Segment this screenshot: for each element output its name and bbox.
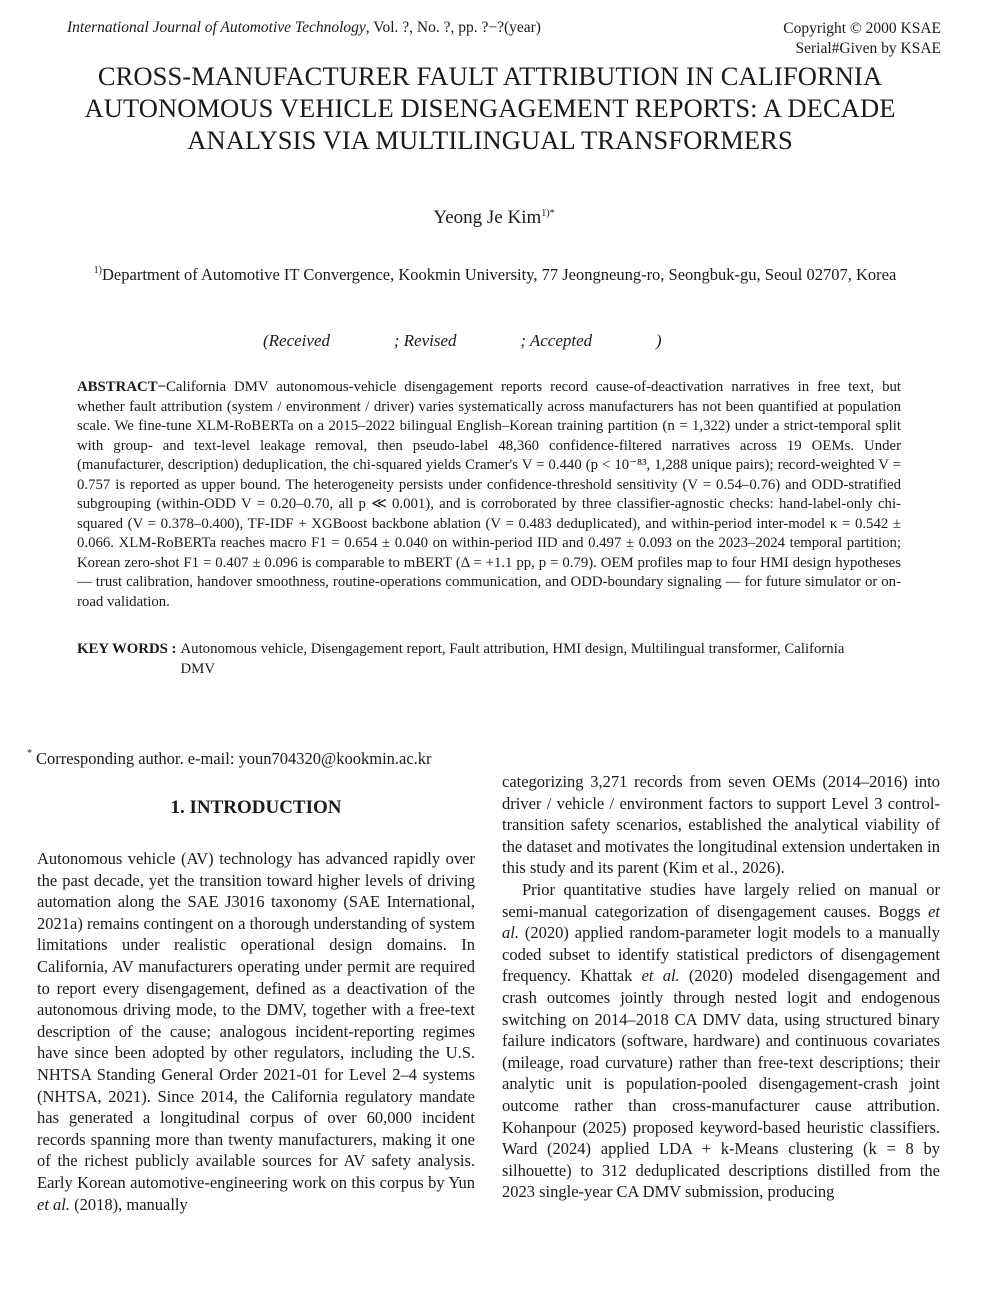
abstract-dash: − [157, 379, 167, 395]
copyright-line: Copyright © 2000 KSAE [783, 20, 941, 37]
intro-text-end: (2018), manually [70, 1194, 188, 1214]
intro-text: Autonomous vehicle (AV) technology has advanced rapidly over the past decade, yet the transition toward higher levels of driving automation along the SAE J3016 taxonomy (SAE International, 2021a) remains contingent on a thorough understanding of system limitations under realistic operational design domains. In California, AV manufacturers operating under permit are required to report every disengagement, defined as a deactivation of the autonomous driving mode, to the DMV, together with a free-text description of the cause; analogous incident-reporting regimes have since been adopted by other regulators, including the U.S. NHTSA Standing General Order 2021-01 for Level 2–4 systems (NHTSA, 2021). Since 2014, the California regulatory mandate has generated a longitudinal corpus of over 60,000 incident records spanning more than twenty manufacturers, making it one of the richest publicly available sources for AV safety analysis. Early Korean automotive-engineering work on this corpus by Yun [37, 849, 475, 1192]
affiliation [55, 259, 935, 286]
left-column [37, 848, 475, 1215]
et-al: et al. [502, 901, 940, 943]
journal-citation [67, 19, 541, 37]
prior-text-b: (2020) applied random-parameter logit models to a manually coded subset to identify statistical predictors of disengagement frequency. Khattak [502, 923, 940, 986]
affiliation-text: Department of Automotive IT Convergence, Kookmin University, 77 Jeongneung-ro, Seongbuk-gu, Seoul 02707, Korea [102, 265, 897, 284]
section-heading: 1. INTRODUCTION [170, 797, 342, 818]
serial-line: Serial#Given by KSAE [795, 40, 941, 57]
keywords-text: Autonomous vehicle, Disengagement report, Fault attribution, HMI design, Multilingual transformer, California DMV [180, 641, 845, 677]
keywords-label: KEY WORDS : [77, 641, 177, 657]
author-marks: 1)* [541, 208, 555, 219]
author-line [0, 207, 988, 229]
affiliation-mark: 1) [93, 265, 103, 276]
prior-text-c: (2020) modeled disengagement and crash outcomes jointly through nested logit and endogenous switching on 2014–2018 CA DMV data, using structured binary failure indicators (software, hardware) and continuous covariates (mileage, road curvature) rather than free-text descriptions; their analytic unit is population-pooled disengagement-crash joint outcome rather than cross-manufacturer cause attribution. Kohanpour (2025) proposed keyword-based heuristic classifiers. Ward (2024) applied LDA + k-Means clustering (k = 8 by silhouette) to 312 deduplicated descriptions distilled from the 2023 single-year CA DMV submission, producing [502, 966, 940, 1202]
et-al: et al. [641, 966, 680, 986]
footnote-mark: * [27, 748, 32, 759]
prior-text-a: Prior quantitative studies have largely relied on manual or semi-manual categorization of disengagement causes. Boggs [502, 879, 940, 921]
abstract-text: California DMV autonomous-vehicle disengagement reports record cause-of-deactivation narratives in free text, but whether fault attribution (system / environment / driver) varies systematically across manufacturers has not been quantified at population scale. We fine-tune XLM-RoBERTa on a 2015–2022 bilingual English–Korean training partition (n = 1,322) under a strict-temporal split with group- and text-level leakage removal, then pseudo-label 48,360 confidence-filtered narratives across 19 OEMs. Under (manufacturer, description) deduplication, the chi-squared yields Cramer's V = 0.440 (p < 10⁻⁸³, 1,288 unique pairs); record-weighted V = 0.757 is reported as upper bound. The heterogeneity persists under confidence-threshold sensitivity (V = 0.54–0.76) and ODD-stratified subgrouping (within-ODD V = 0.20–0.70, all p ≪ 0.001), and is corroborated by three classifier-agnostic checks: hand-label-only chi-squared (V = 0.378–0.400), TF-IDF + XGBoost backbone ablation (V = 0.483 deduplicated), and within-period inter-model κ = 0.542 ± 0.066. XLM-RoBERTa reaches macro F1 = 0.654 ± 0.040 on within-period IID and 0.497 ± 0.093 on the 2023–2024 temporal partition; Korean zero-shot F1 = 0.407 ± 0.096 is comparable to mBERT (Δ = +1.1 pp, p = 0.79). OEM profiles map to four HMI design hypotheses — trust calibration, handover smoothness, routine-operations communication, and ODD-boundary signaling — for future simulator or on-road validation. [77, 379, 901, 610]
abstract-label: ABSTRACT [77, 379, 158, 395]
paper-title: CROSS-MANUFACTURER FAULT ATTRIBUTION IN CALIFORNIA AUTONOMOUS VEHICLE DISENGAGEMENT REPORTS: A DECADE ANALYSIS VIA MULTILINGUAL TRANSFORMERS [84, 61, 896, 155]
et-al: et al. [37, 1194, 70, 1214]
author-name: Yeong Je Kim [433, 207, 542, 228]
submission-dates: (Received ; Revised ; Accepted ) [263, 331, 662, 350]
continued-paragraph: categorizing 3,271 records from seven OEMs (2014–2016) into driver / vehicle / environment factors to support Level 3 control-transition safety scenarios, established the analytical viability of the dataset and motivates the longitudinal extension undertaken in this study and its parent (Kim et al., 2026). [502, 772, 940, 878]
keywords [77, 640, 901, 679]
copyright-block [783, 19, 941, 59]
corresponding-author-note [27, 748, 432, 769]
intro-paragraph [37, 848, 475, 1215]
right-column [502, 771, 940, 1203]
corresponding-author-text: Corresponding author. e-mail: youn704320@kookmin.ac.kr [36, 749, 432, 768]
journal-volume-info: , Vol. ?, No. ?, pp. ?−?(year) [365, 19, 541, 36]
abstract [77, 378, 901, 612]
prior-studies-paragraph [502, 879, 940, 1203]
journal-name: International Journal of Automotive Technology [67, 19, 366, 36]
